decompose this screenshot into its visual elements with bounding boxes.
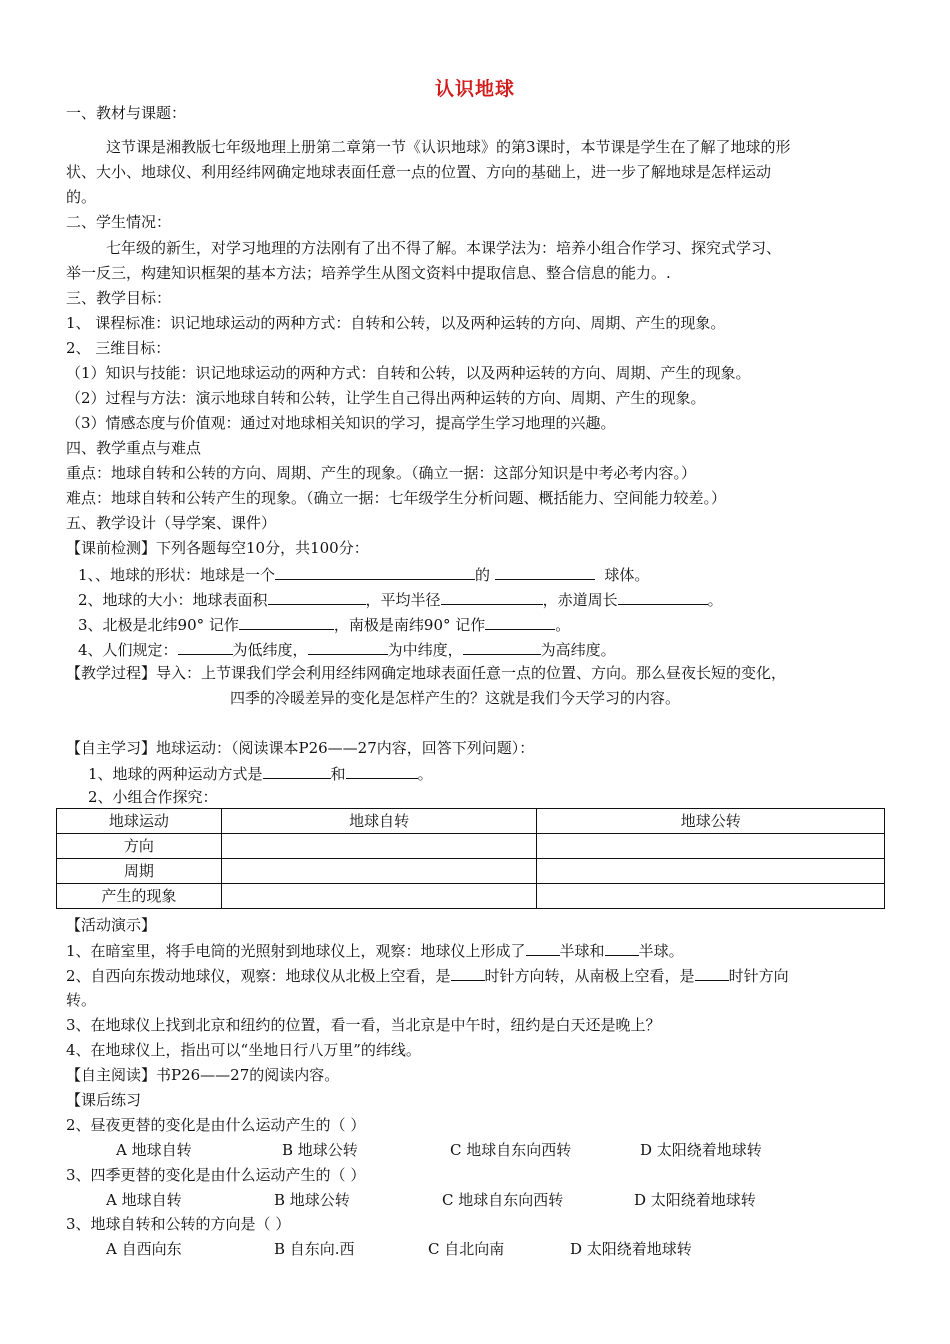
table-header-cell: 地球公转 [537,809,885,834]
option-a[interactable]: A 地球自转 [106,1191,182,1209]
option-b[interactable]: B 地球公转 [282,1141,358,1159]
question-text: 为中纬度， [387,641,463,659]
option-a[interactable]: A 地球自转 [116,1141,192,1159]
answer-blank[interactable] [268,588,366,605]
answer-blank[interactable] [346,762,418,779]
answer-blank[interactable] [485,613,555,630]
question-text: 为高纬度。 [540,641,616,659]
option-d[interactable]: D 太阳绕着地球转 [634,1191,756,1209]
paragraph-line: 举一反三，构建知识框架的基本方法；培养学生从图文资料中提取信息、整合信息的能力。. [66,264,671,282]
question-text: 4、人们规定： [78,641,178,659]
table-row [57,884,885,909]
activity-heading: 【活动演示】 [66,916,157,934]
answer-cell[interactable] [221,859,537,884]
activity-line [66,964,789,986]
question-text: ，赤道周长 [542,591,618,609]
question-text: 2、地球的大小：地球表面积 [78,591,268,609]
option-c[interactable]: C 地球自东向西转 [450,1141,572,1159]
activity-line: 4、在地球仪上，指出可以“坐地日行八万里”的纬线。 [66,1041,421,1059]
question-text: 。 [707,591,723,609]
group-inquiry-label: 2、小组合作探究： [88,788,218,806]
paragraph-line: 的。 [66,188,97,206]
activity-text: 时针方向转，从南极上空看，是 [484,967,695,985]
page-title: 认识地球 [434,78,515,100]
answer-blank[interactable] [441,588,543,605]
answer-cell[interactable] [537,884,885,909]
question-text: 1、、地球的形状：地球是一个 [78,566,276,584]
paragraph-line: 状、大小、地球仪、利用经纬网确定地球表面任意一点的位置、方向的基础上，进一步了解地球是怎样运动 [66,163,772,181]
section-heading: 五、教学设计（导学案、课件） [66,514,277,532]
row-label-cell: 周期 [57,859,222,884]
question-text: 球体。 [604,566,650,584]
exercise-question: 3、地球自转和公转的方向是（ ） [66,1215,291,1233]
question-text: ，南极是南纬90° 记作 [333,616,486,634]
activity-text: 半球。 [638,942,684,960]
option-d[interactable]: D 太阳绕着地球转 [640,1141,762,1159]
option-a[interactable]: A 自西向东 [106,1240,182,1258]
answer-blank[interactable] [695,964,729,981]
goal-line: （2）过程与方法：演示地球自转和公转，让学生自己得出两种运转的方向、周期、产生的现象。 [66,389,706,407]
exercise-question: 3、四季更替的变化是由什么运动产生的（ ） [66,1166,366,1184]
reading-line: 【自主阅读】书P26——27的阅读内容。 [66,1066,340,1084]
question-text: 。 [417,765,433,783]
answer-blank[interactable] [463,638,541,655]
paragraph-line: 这节课是湘教版七年级地理上册第二章第一节《认识地球》的第3课时，本节课是学生在了解了地球的形 [106,138,791,156]
question-text: 的 [475,566,491,584]
option-d[interactable]: D 太阳绕着地球转 [570,1240,692,1258]
answer-blank[interactable] [526,939,560,956]
self-study-heading: 【自主学习】地球运动：（阅读课本P26——27内容，回答下列问题）： [66,739,535,757]
earth-motion-table [56,808,885,909]
activity-line: 3、在地球仪上找到北京和纽约的位置，看一看，当北京是中午时，纽约是白天还是晚上？ [66,1016,661,1034]
section-heading: 一、教材与课题： [66,104,187,122]
answer-blank[interactable] [178,638,233,655]
question-line [78,613,570,635]
table-header-row [57,809,885,834]
goal-line: 1、 课程标准：识记地球运动的两种方式：自转和公转，以及两种运转的方向、周期、产生的现象。 [66,314,726,332]
option-c[interactable]: C 地球自东向西转 [442,1191,564,1209]
option-c[interactable]: C 自北向南 [428,1240,505,1258]
section-heading: 四、教学重点与难点 [66,439,202,457]
answer-blank[interactable] [275,563,475,580]
activity-text: 1、在暗室里，将手电筒的光照射到地球仪上，观察：地球仪上形成了 [66,942,526,960]
table-row [57,859,885,884]
exercise-question: 2、昼夜更替的变化是由什么运动产生的（ ） [66,1116,366,1134]
answer-blank[interactable] [451,964,485,981]
question-text: 和 [330,765,346,783]
question-text: 3、北极是北纬90° 记作 [78,616,239,634]
table-header-cell: 地球自转 [221,809,537,834]
answer-cell[interactable] [221,834,537,859]
question-line [88,762,433,784]
answer-blank[interactable] [263,762,331,779]
answer-cell[interactable] [537,859,885,884]
row-label-cell: 产生的现象 [57,884,222,909]
answer-cell[interactable] [537,834,885,859]
question-text: ，平均半径 [365,591,441,609]
answer-blank[interactable] [239,613,334,630]
section-heading: 二、学生情况： [66,213,172,231]
answer-blank[interactable] [308,638,388,655]
activity-text: 时针方向 [728,967,789,985]
table-header-cell: 地球运动 [57,809,222,834]
paragraph-line: 七年级的新生，对学习地理的方法刚有了出不得了解。本课学法为：培养小组合作学习、探究式学习、 [106,239,782,257]
table-row [57,834,885,859]
question-line [78,638,616,660]
answer-blank[interactable] [605,939,639,956]
activity-text: 2、自西向东拨动地球仪，观察：地球仪从北极上空看，是 [66,967,451,985]
row-label-cell: 方向 [57,834,222,859]
activity-text: 半球和 [559,942,605,960]
goal-line: （3）情感态度与价值观：通过对地球相关知识的学习，提高学生学习地理的兴趣。 [66,414,616,432]
teaching-process-line: 【教学过程】导入：上节课我们学会利用经纬网确定地球表面任意一点的位置、方向。那么昼夜长短的变化， [66,664,787,682]
goal-line: （1）知识与技能：识记地球运动的两种方式：自转和公转，以及两种运转的方向、周期、产生的现象。 [66,364,751,382]
question-text: 。 [555,616,571,634]
teaching-process-line: 四季的冷暖差异的变化是怎样产生的？这就是我们今天学习的内容。 [230,689,681,707]
question-line [78,563,649,585]
homework-heading: 【课后练习 [66,1091,142,1109]
answer-blank[interactable] [495,563,595,580]
option-b[interactable]: B 自东向.西 [274,1240,355,1258]
activity-line: 转。 [66,991,97,1009]
answer-cell[interactable] [221,884,537,909]
goal-line: 2、 三维目标： [66,339,171,357]
answer-blank[interactable] [618,588,708,605]
question-line [78,588,723,610]
question-text: 1、地球的两种运动方式是 [88,765,263,783]
section-heading: 三、教学目标： [66,289,172,307]
key-point-line: 重点：地球自转和公转的方向、周期、产生的现象。（确立一据：这部分知识是中考必考内容。） [66,464,697,482]
pre-test-heading: 【课前检测】下列各题每空10分，共100分： [66,539,369,557]
option-b[interactable]: B 地球公转 [274,1191,350,1209]
key-point-line: 难点：地球自转和公转产生的现象。（确立一据：七年级学生分析问题、概括能力、空间能力较差。） [66,489,727,507]
activity-line [66,939,684,961]
question-text: 为低纬度， [232,641,308,659]
